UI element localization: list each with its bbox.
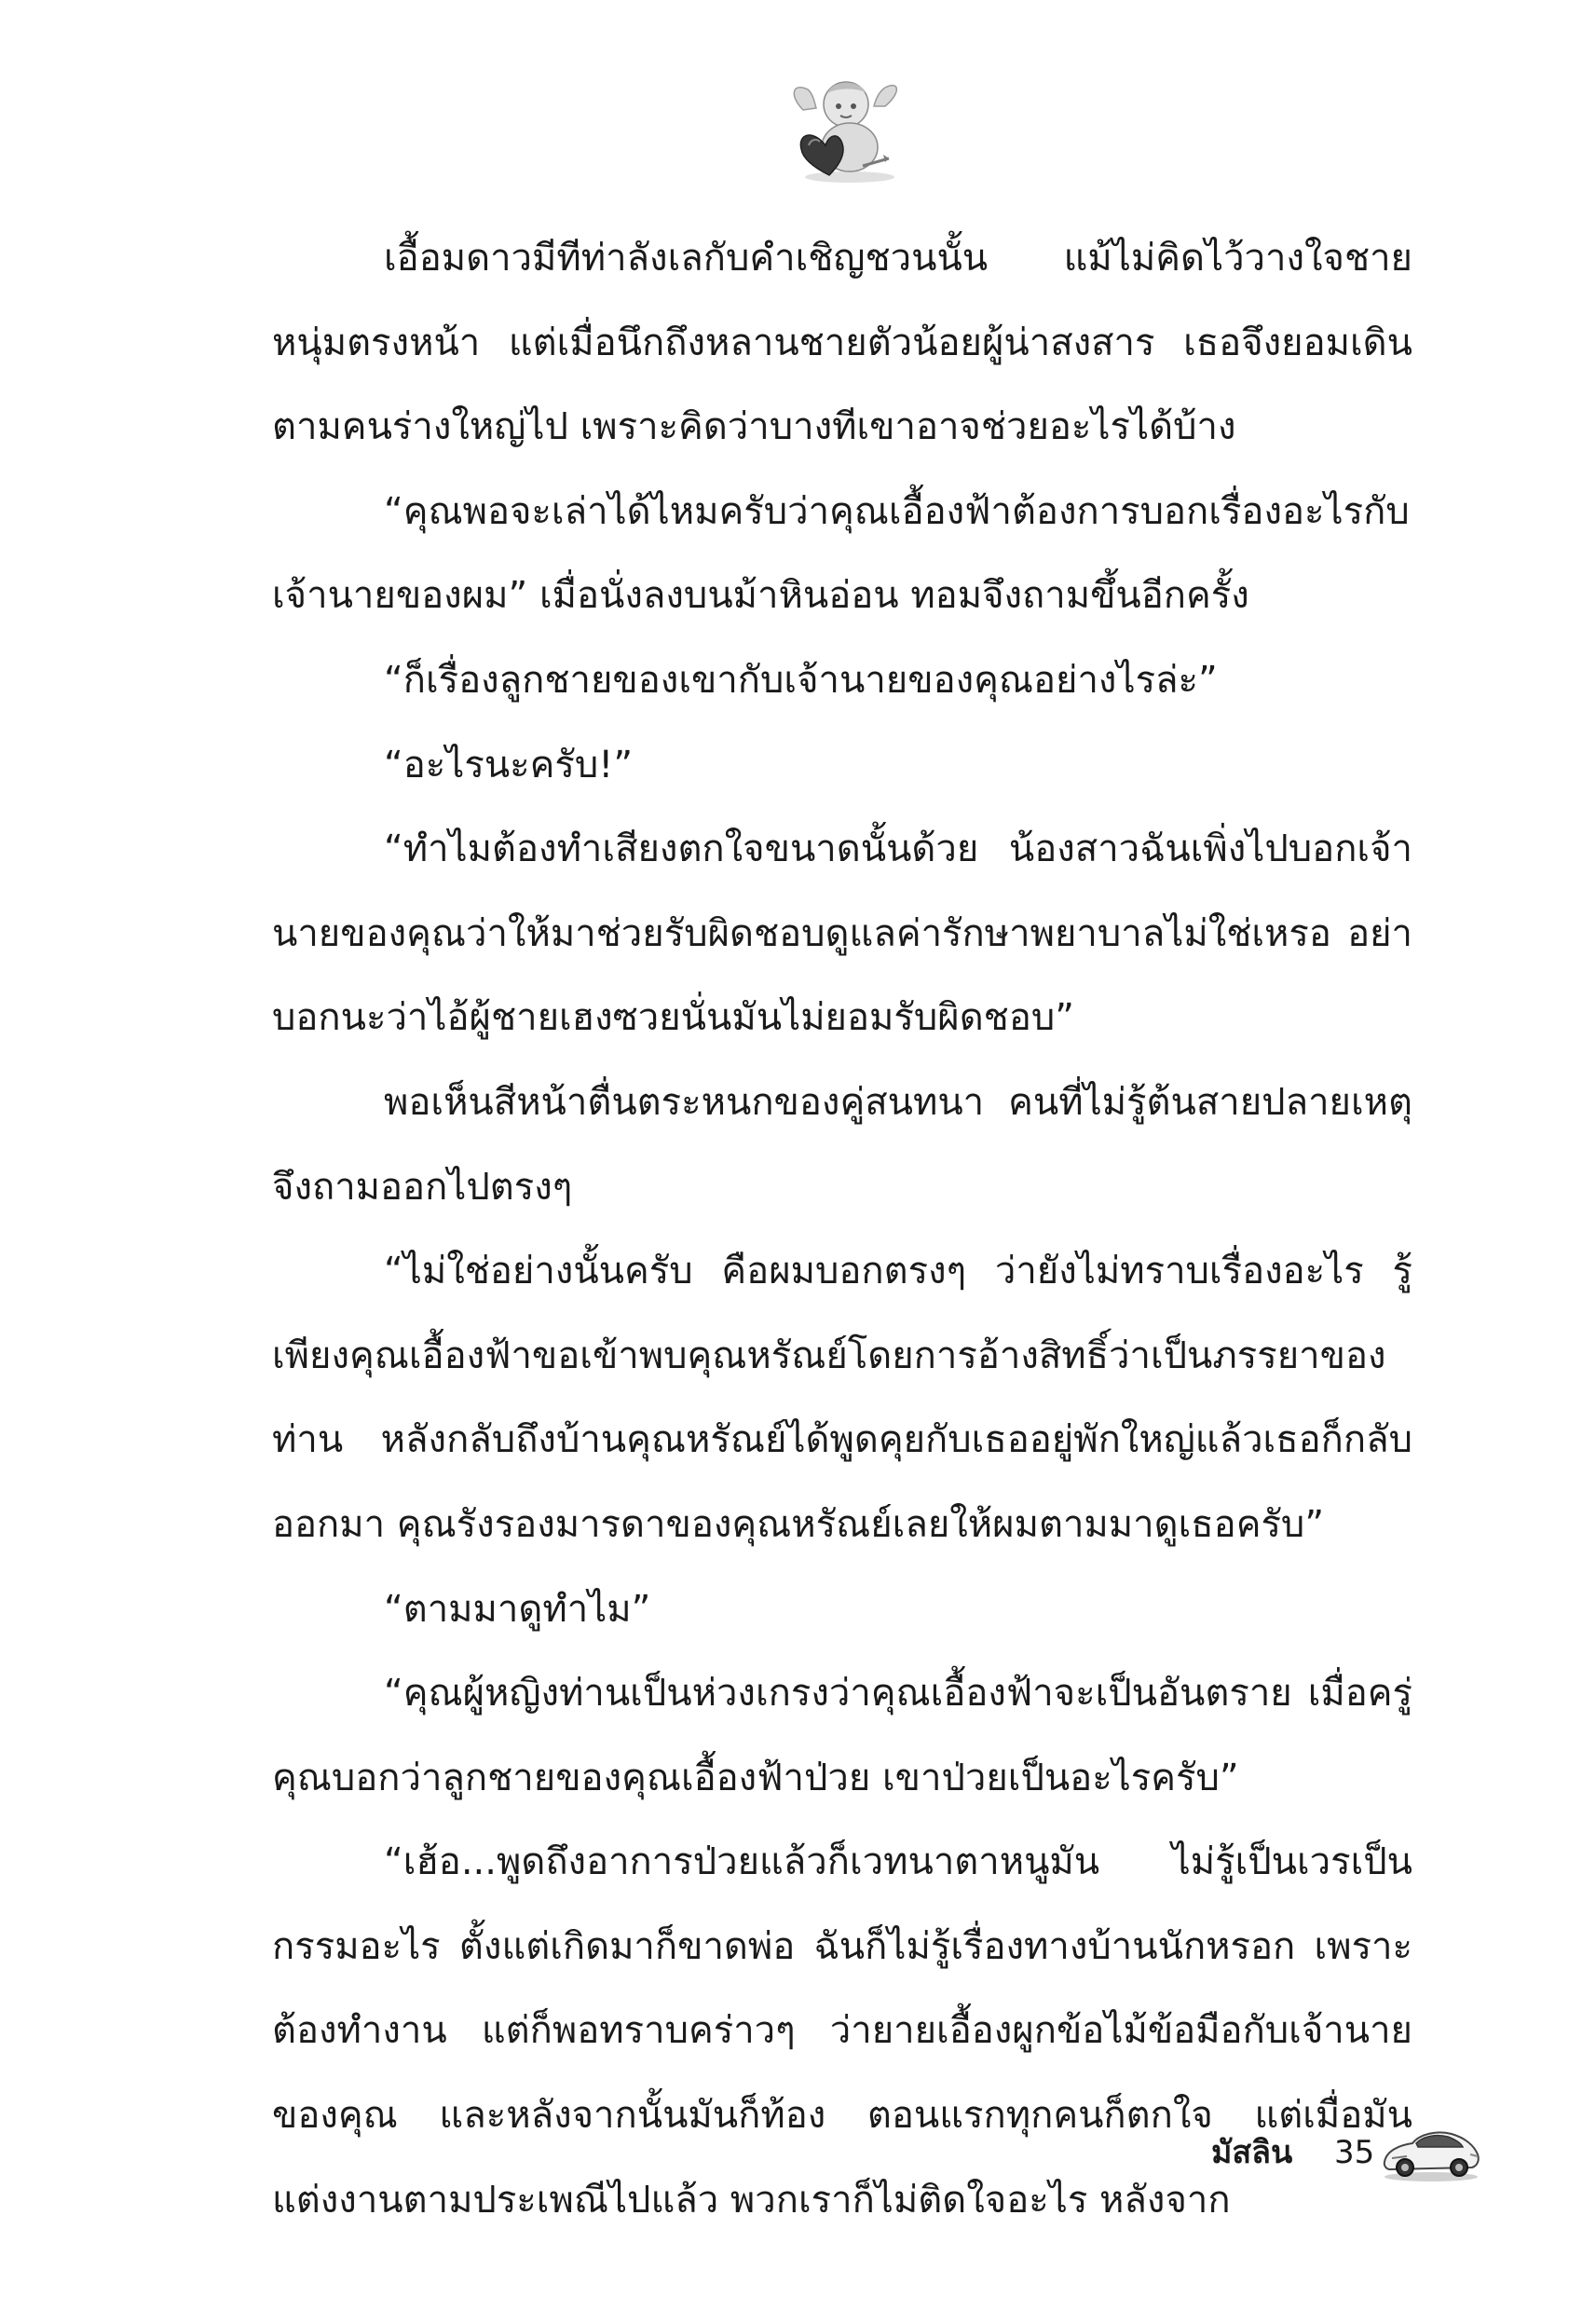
page-footer — [1211, 2117, 1584, 2192]
paragraph: “อะไรนะครับ!” — [384, 743, 634, 786]
paragraph: เอื้อมดาวมีทีท่าลังเลกับคำเชิญชวนนั้น แม้ไม่คิดไว้วางใจชายหนุ่มตรงหน้า แต่เมื่อนึกถึงหลานชายตัวน้อยผู้น่าสงสาร เธอจึงยอมเดินตามคนร่างใหญ่ไป เพราะคิดว่าบางทีเขาอาจช่วยอะไรได้บ้าง — [272, 237, 1412, 449]
cupid-heart-icon — [784, 73, 906, 185]
paragraph: “คุณพอจะเล่าได้ไหมครับว่าคุณเอื้องฟ้าต้องการบอกเรื่องอะไรกับเจ้านายของผม” เมื่อนั่งลงบนม้าหินอ่อน ทอมจึงถามขึ้นอีกครั้ง — [272, 489, 1410, 618]
paragraph: พอเห็นสีหน้าตื่นตระหนกของคู่สนทนา คนที่ไม่รู้ต้นสายปลายเหตุจึงถามออกไปตรงๆ — [272, 1080, 1412, 1209]
paragraph: “ก็เรื่องลูกชายของเขากับเจ้านายของคุณอย่างไรล่ะ” — [384, 658, 1218, 702]
book-title: มัสลิน — [1211, 2134, 1293, 2171]
story-text — [272, 216, 1412, 2242]
paragraph: “ไม่ใช่อย่างนั้นครับ คือผมบอกตรงๆ ว่ายังไม่ทราบเรื่องอะไร รู้เพียงคุณเอื้องฟ้าขอเข้าพบคุณหรัณย์โดยการอ้างสิทธิ์ว่าเป็นภรรยาของท่าน หลังกลับถึงบ้านคุณหรัณย์ได้พูดคุยกับเธออยู่พักใหญ่แล้วเธอก็กลับออกมา คุณรังรองมารดาของคุณหรัณย์เลยให้ผมตามมาดูเธอครับ” — [272, 1250, 1412, 1546]
paragraph: “คุณผู้หญิงท่านเป็นห่วงเกรงว่าคุณเอื้องฟ้าจะเป็นอันตราย เมื่อครู่คุณบอกว่าลูกชายของคุณเอื้องฟ้าป่วย เขาป่วยเป็นอะไรครับ” — [272, 1672, 1412, 1799]
paragraph: “เฮ้อ...พูดถึงอาการป่วยแล้วก็เวทนาตาหนูมัน ไม่รู้เป็นเวรเป็นกรรมอะไร ตั้งแต่เกิดมาก็ขาดพ่อ ฉันก็ไม่รู้เรื่องทางบ้านนักหรอก เพราะต้องทำงาน แต่ก็พอทราบคร่าวๆ ว่ายายเอื้องผูกข้อไม้ข้อมือกับเจ้านายของคุณ และหลังจากนั้นมันก็ท้อง ตอนแรกทุกคนก็ตกใจ แต่เมื่อมันแต่งงานตามประเพณีไปแล้ว พวกเราก็ไม่ติดใจอะไร หลังจาก — [272, 1840, 1412, 2222]
paragraph: “ทำไมต้องทำเสียงตกใจขนาดนั้นด้วย น้องสาวฉันเพิ่งไปบอกเจ้านายของคุณว่าให้มาช่วยรับผิดชอบดูแลค่ารักษาพยาบาลไม่ใช่เหรอ อย่าบอกนะว่าไอ้ผู้ชายเฮงซวยนั่นมันไม่ยอมรับผิดชอบ” — [272, 827, 1412, 1040]
paragraph: “ตามมาดูทำไม” — [384, 1587, 651, 1631]
page-number: 35 — [1334, 2134, 1375, 2171]
sports-car-icon — [1379, 2117, 1483, 2184]
